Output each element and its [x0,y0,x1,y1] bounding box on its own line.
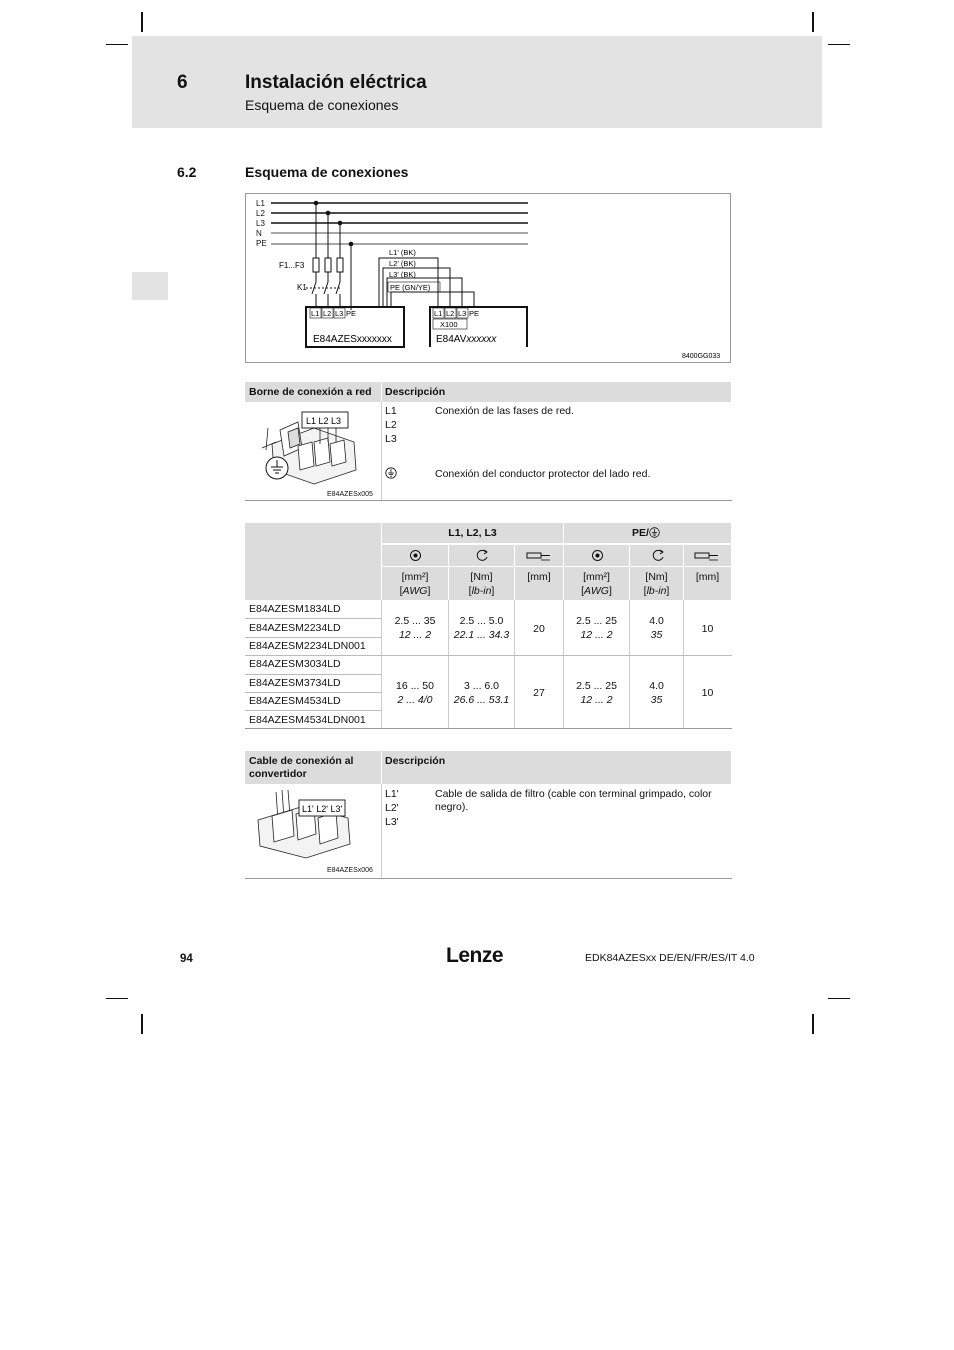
model-name: E84AZESM3734LD [249,677,341,689]
terminal-l2: L2 [385,419,397,431]
model-name: E84AZESM4534LDN001 [249,714,366,726]
model-name: E84AZESM2234LDN001 [249,640,366,652]
table3-header-col1: Cable de conexión al convertidor [245,751,381,784]
terminal-l1: L1 [385,405,397,417]
value-cell: 3 ... 6.0 26.6 ... 53.1 [453,680,510,706]
terminal-l3-prime: L3' [385,816,399,828]
table1-bottom-rule [245,500,732,501]
crop-mark [812,1014,814,1034]
unit-cell: [Nm] [lb-in] [643,571,670,597]
right-device-prefix: E84AV [436,334,467,345]
table3-header-col2: Descripción [382,751,731,784]
converter-cable-image-id: E84AZESx006 [327,867,373,874]
document-reference: EDK84AZESxx DE/EN/FR/ES/IT 4.0 [585,952,755,964]
stripping-length-icon [694,550,720,562]
connector-label: X100 [440,320,458,329]
left-terminal-l2: L2 [323,309,332,318]
contactor-label: K1 [297,283,307,292]
line-label-l1: L1 [256,199,265,208]
table1-header-col1: Borne de conexión a red [245,382,381,402]
table2-bottom-rule [245,728,732,729]
crop-mark [141,12,143,32]
section-title: Esquema de conexiones [245,164,409,180]
svg-text:E84AVxxxxxx [436,334,497,345]
value-cell: 2.5 ... 25 12 ... 2 [576,615,617,641]
crop-mark [106,44,128,45]
tightening-torque-icon [651,549,665,562]
line-label-n: N [256,229,262,238]
value-cell: 20 [533,623,545,635]
left-terminal-l3: L3 [335,309,344,318]
model-name: E84AZESM2234LD [249,622,341,634]
chapter-title: Instalación eléctrica [245,72,427,93]
line-label-l2: L2 [256,209,265,218]
value-cell: 16 ... 50 2 ... 4/0 [396,680,434,706]
value-cell: 2.5 ... 25 12 ... 2 [576,680,617,706]
figure-id: 8400GG033 [682,353,721,360]
crop-mark [828,998,850,999]
table1-header-col2: Descripción [382,382,731,402]
value-cell: 2.5 ... 5.0 22.1 ... 34.3 [453,615,510,641]
wire-label-l3: L3' (BK) [389,270,416,279]
terminal-l3: L3 [385,433,397,445]
value-cell: 10 [701,687,714,699]
table2-group1-header: L1, L2, L3 [382,523,563,543]
protective-earth-icon [649,527,660,538]
lenze-logo: Lenze [446,944,504,967]
terminal-l2-prime: L2' [385,802,399,814]
left-device-label: E84AZESxxxxxxx [313,334,392,345]
table3-bottom-rule [245,878,732,879]
unit-cell: [Nm] [lb-in] [468,571,495,597]
unit-cell: [mm²] [AWG] [581,571,612,597]
protective-earth-icon [385,467,397,479]
unit-cell: [mm] [695,571,720,583]
unit-cell: [mm] [527,571,551,583]
page-number: 94 [180,953,193,965]
terminals-description: Conexión de las fases de red. [435,405,574,417]
wire-label-pe: PE (GN/YE) [390,283,431,292]
right-terminal-l3: L3 [458,309,467,318]
table2-model-header-blank [245,523,381,600]
mains-terminal-label: L1 L2 L3 [306,416,342,426]
value-cell: 4.0 35 [649,615,664,641]
right-terminal-l2: L2 [446,309,455,318]
wire-label-l2: L2' (BK) [389,259,416,268]
crop-mark [141,1014,143,1034]
line-label-pe: PE [256,239,267,248]
left-terminal-l1: L1 [311,309,320,318]
crop-mark [828,44,850,45]
chapter-header-band [132,36,822,128]
value-cell: 27 [533,687,545,699]
chapter-subtitle: Esquema de conexiones [245,97,399,113]
cable-description-line1: Cable de salida de filtro (cable con terminal grimpado, color [435,788,712,800]
model-name: E84AZESM1834LD [249,603,341,615]
mains-terminal-image-id: E84AZESx005 [327,491,373,498]
wiring-diagram [246,194,730,362]
tightening-torque-icon [475,549,489,562]
table2-group2-header: PE/ [564,523,731,543]
right-terminal-l1: L1 [434,309,443,318]
value-cell: 4.0 35 [649,680,664,706]
chapter-number: 6 [177,72,188,93]
chapter-side-tab [132,272,168,300]
model-name: E84AZESM3034LD [249,658,341,670]
pe-description: Conexión del conductor protector del lado red. [435,468,651,480]
line-label-l3: L3 [256,219,265,228]
left-terminal-pe: PE [346,309,357,318]
unit-cell: [mm²] [AWG] [399,571,431,597]
right-terminal-pe: PE [469,309,480,318]
converter-cable-illustration [252,786,370,862]
fuse-label: F1...F3 [279,261,305,270]
right-device-suffix: xxxxxx [466,334,497,345]
cable-description-line2: negro). [435,801,469,813]
wire-label-l1: L1' (BK) [389,248,416,257]
conductor-cross-section-icon [591,549,604,562]
converter-cable-label: L1' L2' L3' [302,804,343,814]
conductor-cross-section-icon [409,549,422,562]
mains-terminal-illustration [258,404,370,490]
terminal-l1-prime: L1' [385,788,399,800]
value-cell: 2.5 ... 35 12 ... 2 [394,615,436,641]
section-number: 6.2 [177,164,197,180]
value-cell: 10 [701,623,714,635]
stripping-length-icon [526,550,552,562]
crop-mark [812,12,814,32]
crop-mark [106,998,128,999]
model-name: E84AZESM4534LD [249,695,341,707]
